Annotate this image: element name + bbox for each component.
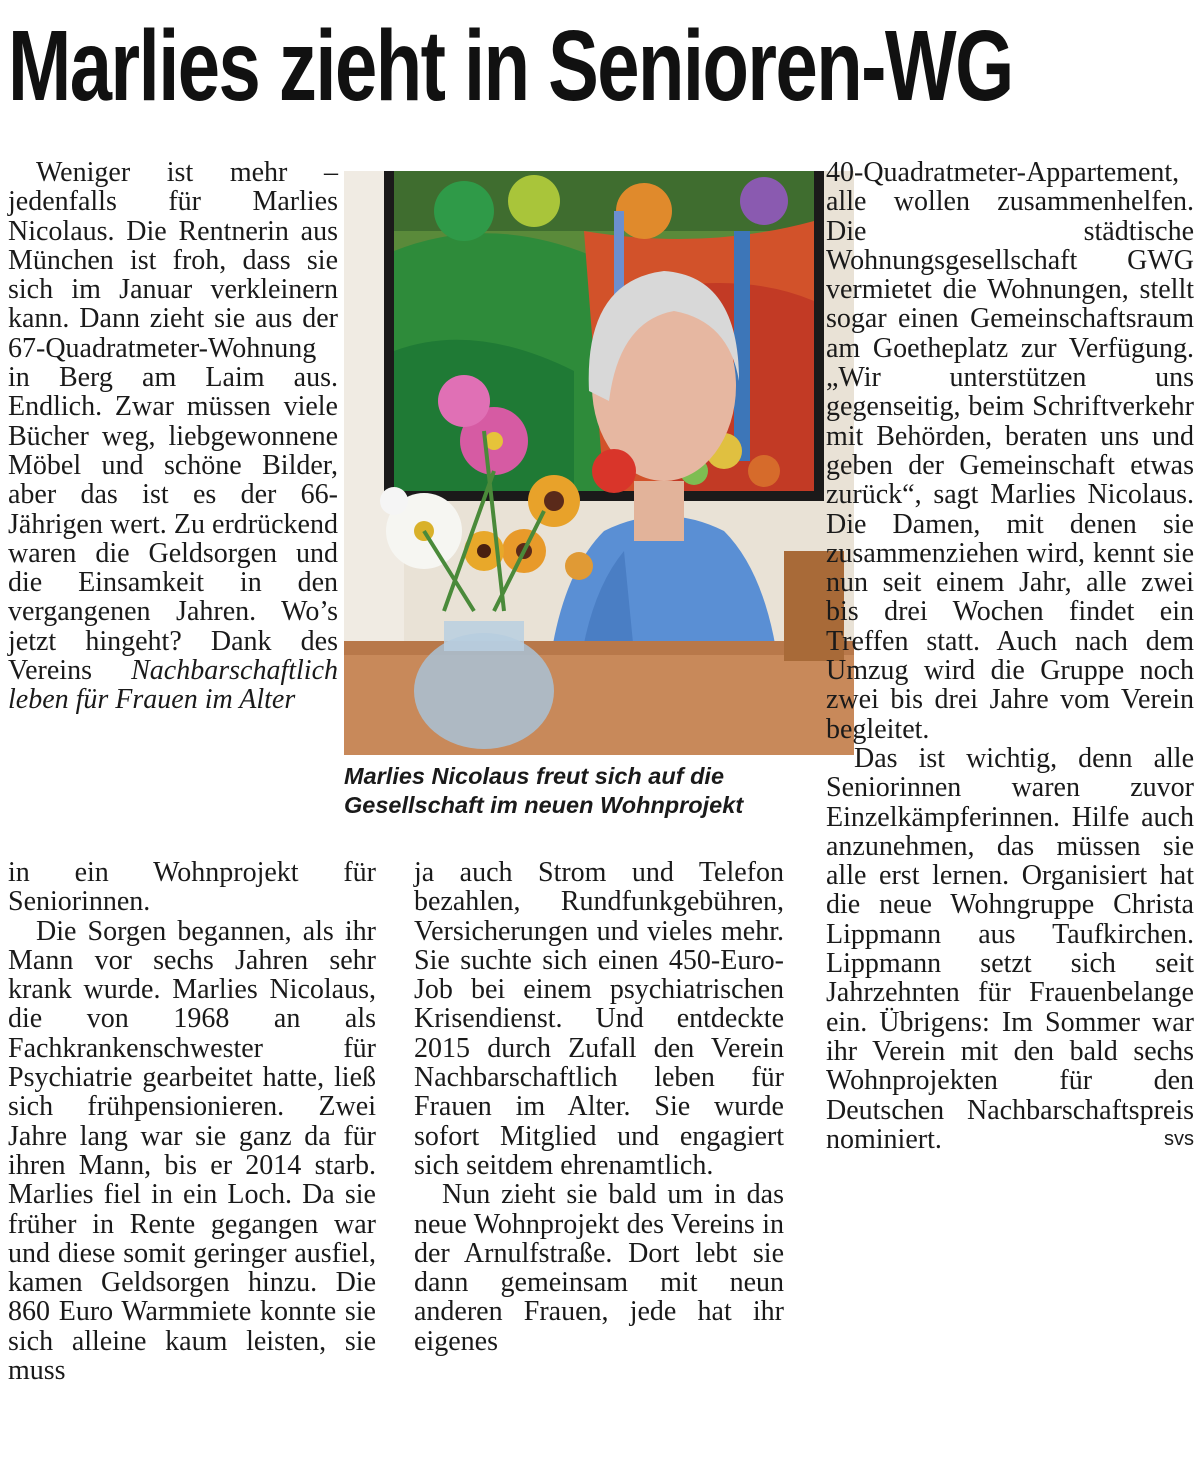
intro-text: Weniger ist mehr – jedenfalls für Marlies Nicolaus. Die Rentnerin aus München ist froh, dass sie sich im Januar verkleinern kann. Dann zieht sie aus der 67-Quadratmeter-Wohnung in Berg am Laim aus. Endlich. Zwar müssen viele Bücher weg, liebgewonnene Möbel und schöne Bilder, aber das ist es der 66-Jährigen wert. Zu erdrückend waren die Geldsorgen und die Einsamkeit in den vergangenen Jahren. Wo’s jetzt hingeht? Dank des Vereins [8, 157, 338, 687]
headline: Marlies zieht in Senioren-WG [8, 10, 1013, 122]
article-photo [344, 171, 854, 755]
paragraph-worries: Die Sorgen begannen, als ihr Mann vor sechs Jahren sehr krank wurde. Marlies Nicolaus, die von 1968 an als Fachkrankenschwester für Psychiatrie gearbeitet hatte, ließ sich frühpensionieren. Zwei Jahre lang war sie ganz da für ihren Mann, bis er 2014 starb. Marlies fiel in ein Loch. Da sie früher in Rente gegangen war und diese somit geringer ausfiel, kamen Geldsorgen hinzu. Die 860 Euro Warmmiete konnte sie sich alleine kaum leisten, sie muss [8, 915, 376, 1387]
paragraph-apartment: 40-Quadratmeter-Appartement, alle wollen zusammenhelfen. Die städtische Wohnungsgesellschaft GWG vermietet die Wohnungen, stellt sogar einen Gemeinschaftsraum am Goetheplatz zur Verfügung. „Wir unterstützen uns gegenseitig, beim Schriftverkehr mit Behörden, beraten uns und geben der Gemeinschaft etwas zurück“, sagt Marlies Nicolaus. Die Damen, mit denen sie zusammenziehen wird, kennt sie nun seit einem Jahr, alle zwei bis drei Wochen findet ein Treffen statt. Auch nach dem Umzug wird die Gruppe noch zwei bis drei Jahre vom Verein begleitet. [826, 157, 1194, 745]
article-column-1-continued [8, 858, 376, 1385]
article-column-3 [826, 158, 1194, 1154]
paragraph-intro [8, 158, 338, 715]
importance-text: Das ist wichtig, denn alle Seniorinnen waren zuvor Einzelkämpferinnen. Hilfe auch anzunehmen, das müssen sie alle erst lernen. Organisiert hat die neue Wohngruppe Christa Lippmann aus Taufkirchen. Lippmann setzt sich seit Jahrzehnten für Frauenbelange ein. Übrigens: Im Sommer war ihr Verein mit den bald sechs Wohnprojekten für den Deutschen Nachbarschaftspreis nominiert. [826, 742, 1194, 1155]
paragraph-intro-end: in ein Wohnprojekt für Seniorinnen. [8, 857, 376, 918]
association-name: Nachbarschaftlich leben für Frauen im Alter [8, 655, 338, 716]
portrait-photo-illustration [344, 171, 854, 755]
article-column-2 [414, 858, 784, 1356]
author-signature: svs [1164, 1127, 1194, 1150]
paragraph-importance [826, 744, 1194, 1154]
paragraph-costs: ja auch Strom und Telefon bezahlen, Rundfunkgebühren, Versicherungen und vieles mehr. Sie suchte sich einen 450-Euro-Job bei einem psychiatrischen Krisendienst. Und entdeckte 2015 durch Zufall den Verein Nachbarschaftlich leben für Frauen im Alter. Sie wurde sofort Mitglied und engagiert sich seitdem ehrenamtlich. [414, 857, 784, 1181]
paragraph-move: Nun zieht sie bald um in das neue Wohnprojekt des Vereins in der Arnulfstraße. Dort lebt sie dann gemeinsam mit neun anderen Frauen, jede hat ihr eigenes [414, 1179, 784, 1357]
photo-caption: Marlies Nicolaus freut sich auf die Gesellschaft im neuen Wohnprojekt [344, 763, 744, 818]
article-column-1 [8, 158, 376, 715]
